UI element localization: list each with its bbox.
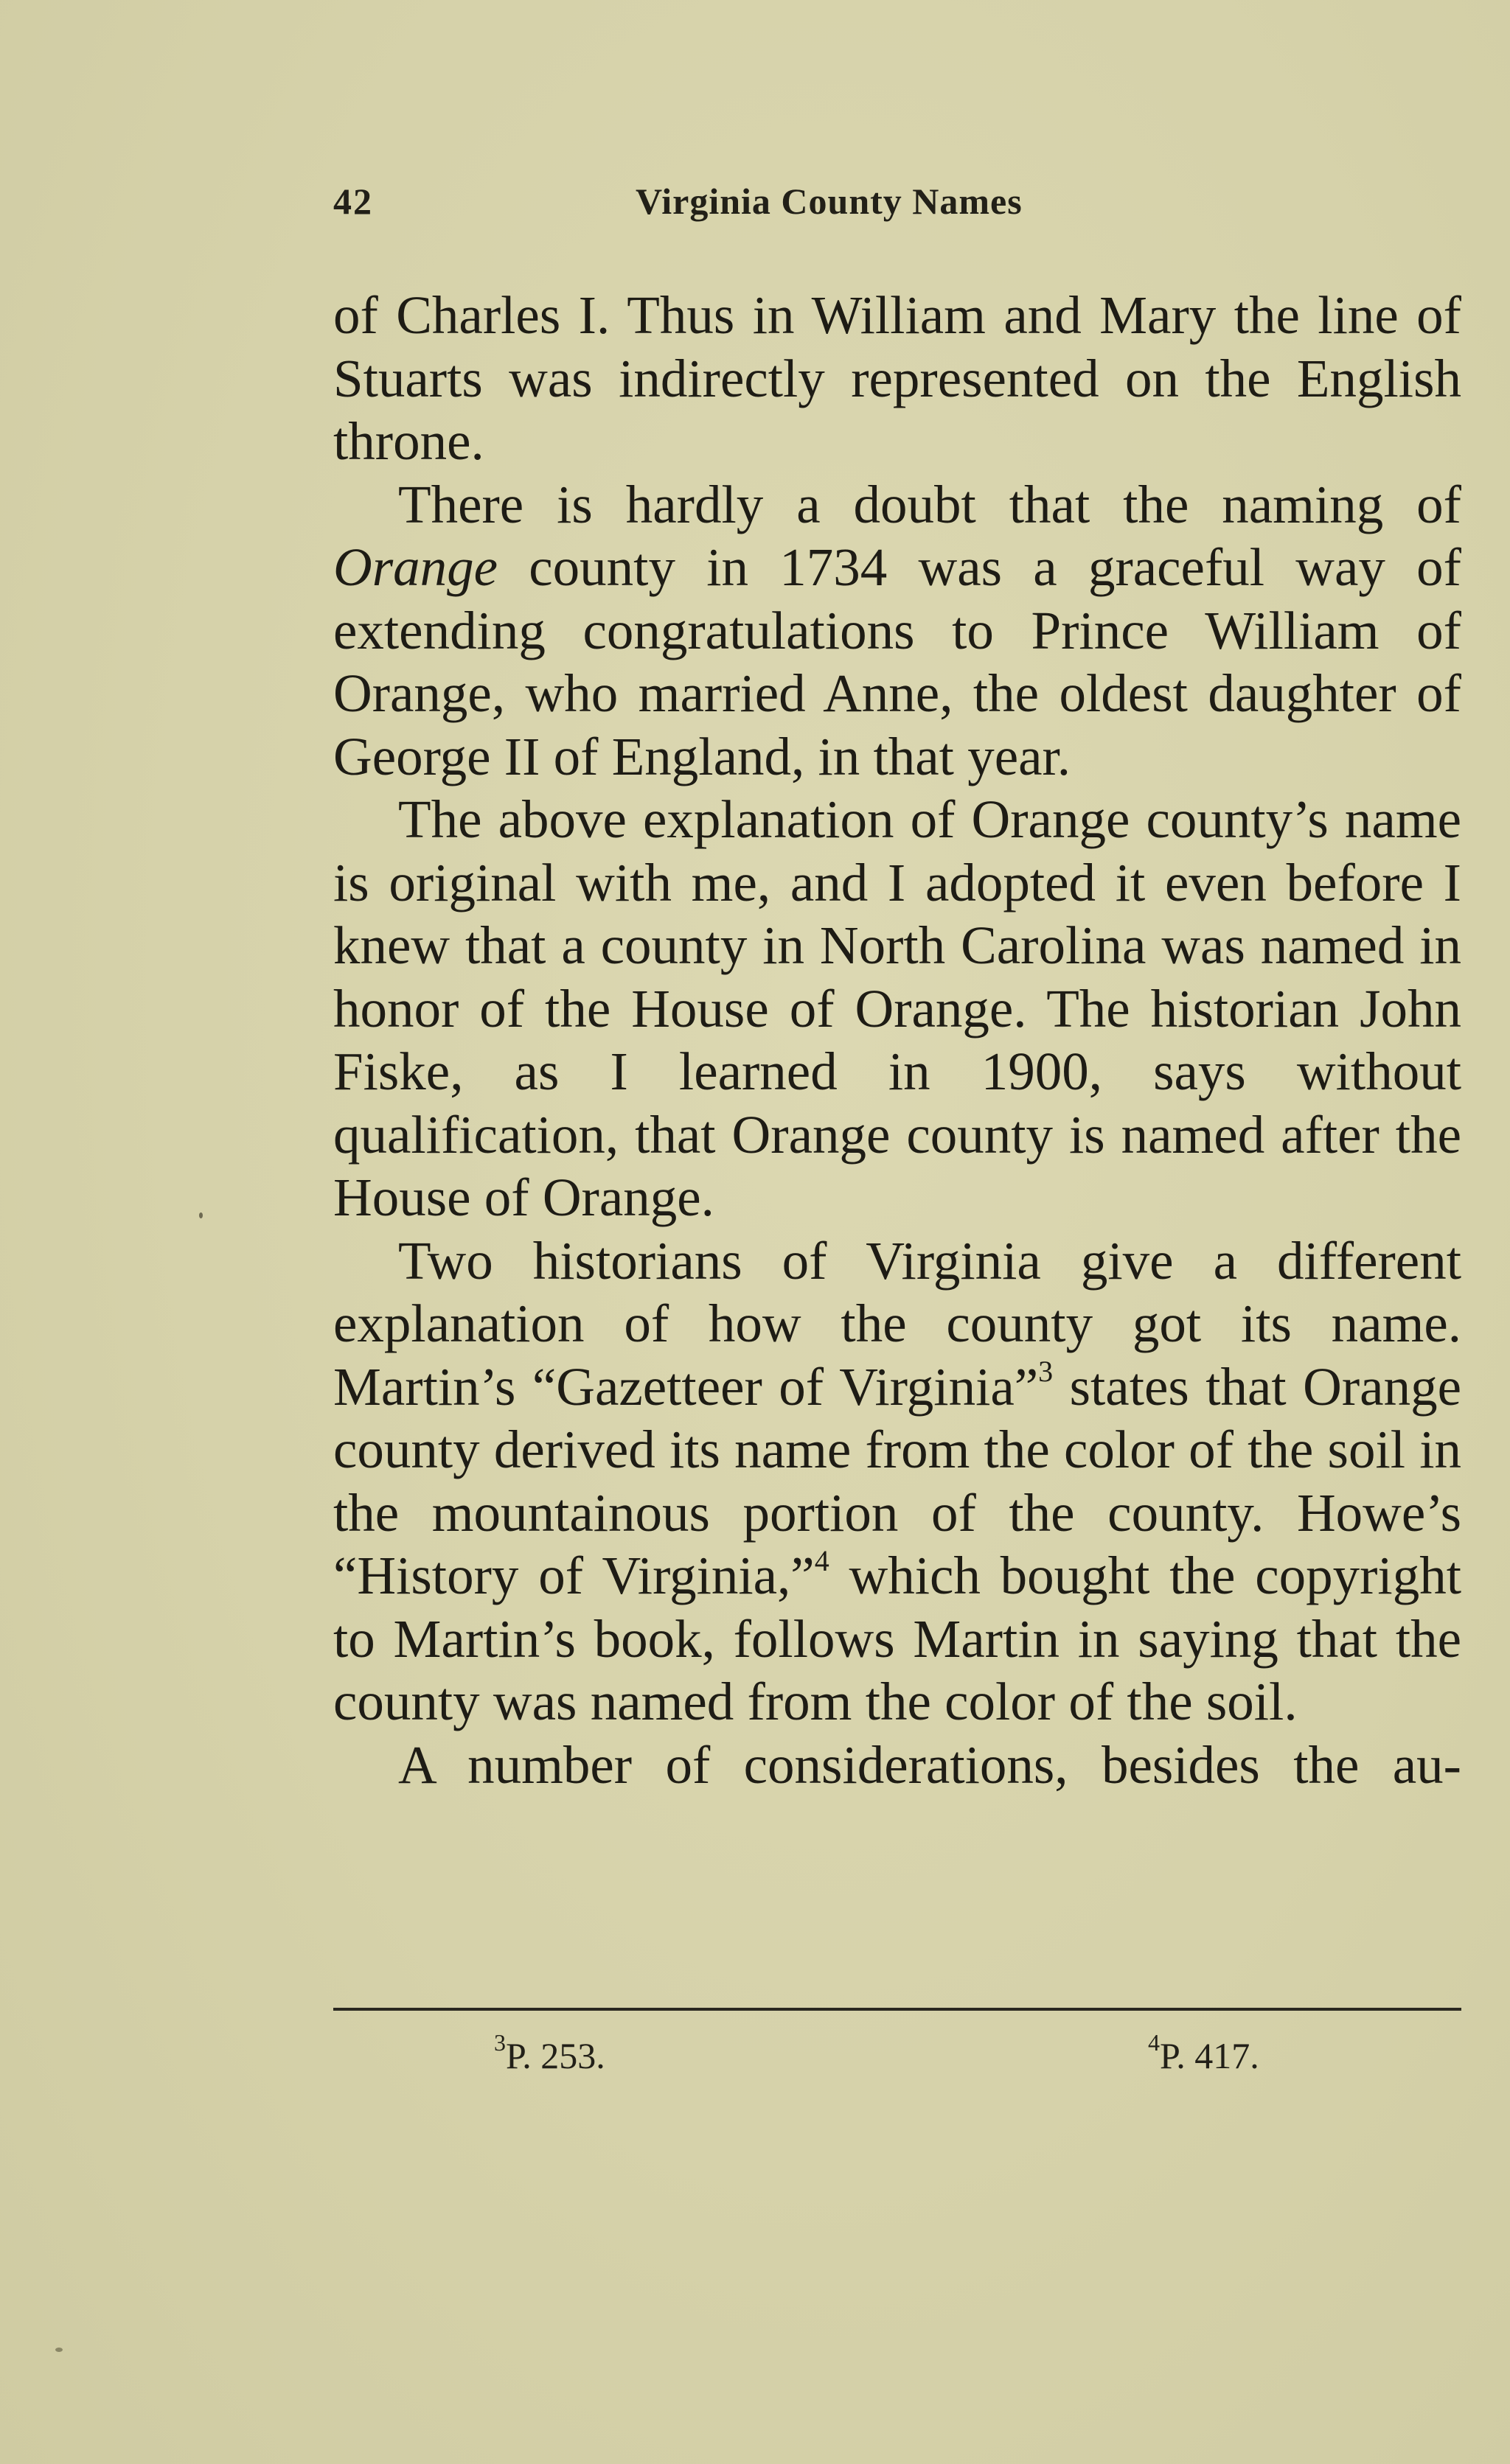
paragraph: [333, 788, 1461, 1229]
page-number: 42: [333, 181, 373, 222]
running-title: Virginia County Names: [636, 181, 1023, 222]
text-run: county in 1734 was a graceful way of extending congratulations to Prince William of Orange, who married Anne, the oldest daughter of George II of England, in that year.: [333, 537, 1461, 786]
paper-speck: [199, 1212, 203, 1218]
body-text: [333, 284, 1461, 1796]
paragraph: [333, 473, 1461, 789]
paper-speck: [55, 2348, 63, 2352]
footnote-3: [494, 2029, 605, 2077]
paragraph: [333, 284, 1461, 473]
italic-text: Orange: [333, 537, 498, 597]
text-run: of Charles I. Thus in William and Mary the line of Stuarts was indirectly represented on the English throne.: [333, 285, 1461, 471]
paragraph: [333, 1734, 1461, 1797]
text-run: A number of considerations, besides the au-: [398, 1734, 1461, 1795]
text-run: There is hardly a doubt that the naming of: [398, 474, 1461, 534]
footnote-4: [1148, 2029, 1259, 2077]
paragraph: [333, 1229, 1461, 1734]
footnotes: [333, 2029, 1461, 2086]
footnote-reference: 4: [814, 1543, 829, 1577]
footnote-text: P. 417.: [1160, 2035, 1259, 2076]
footnote-reference: 3: [1038, 1355, 1054, 1389]
page-header: [333, 180, 1458, 231]
text-run: The above explanation of Orange county’s name is original with me, and I adopted it even before I knew that a county in North Carolina was named in honor of the House of Orange. The historian John Fiske, as I learned in 1900, says without qualification, that Orange county is named after the House of Orange.: [333, 789, 1461, 1227]
text-run: Two historians of Virginia give a different explanation of how the county got its name. Martin’s “Gazetteer of Virginia”: [333, 1230, 1461, 1417]
footnote-mark: 4: [1148, 2029, 1160, 2056]
text-run: which bought the copyright to Martin’s book, follows Martin in saying that the county was named from the color of the soil.: [333, 1546, 1461, 1731]
footnote-text: P. 253.: [506, 2035, 605, 2076]
text-run: states that Orange county derived its name from the color of the soil in the mountainous portion of the county. Howe’s “History of Virginia,”: [333, 1356, 1461, 1605]
footnote-rule: [333, 2008, 1461, 2011]
footnote-mark: 3: [494, 2029, 506, 2056]
